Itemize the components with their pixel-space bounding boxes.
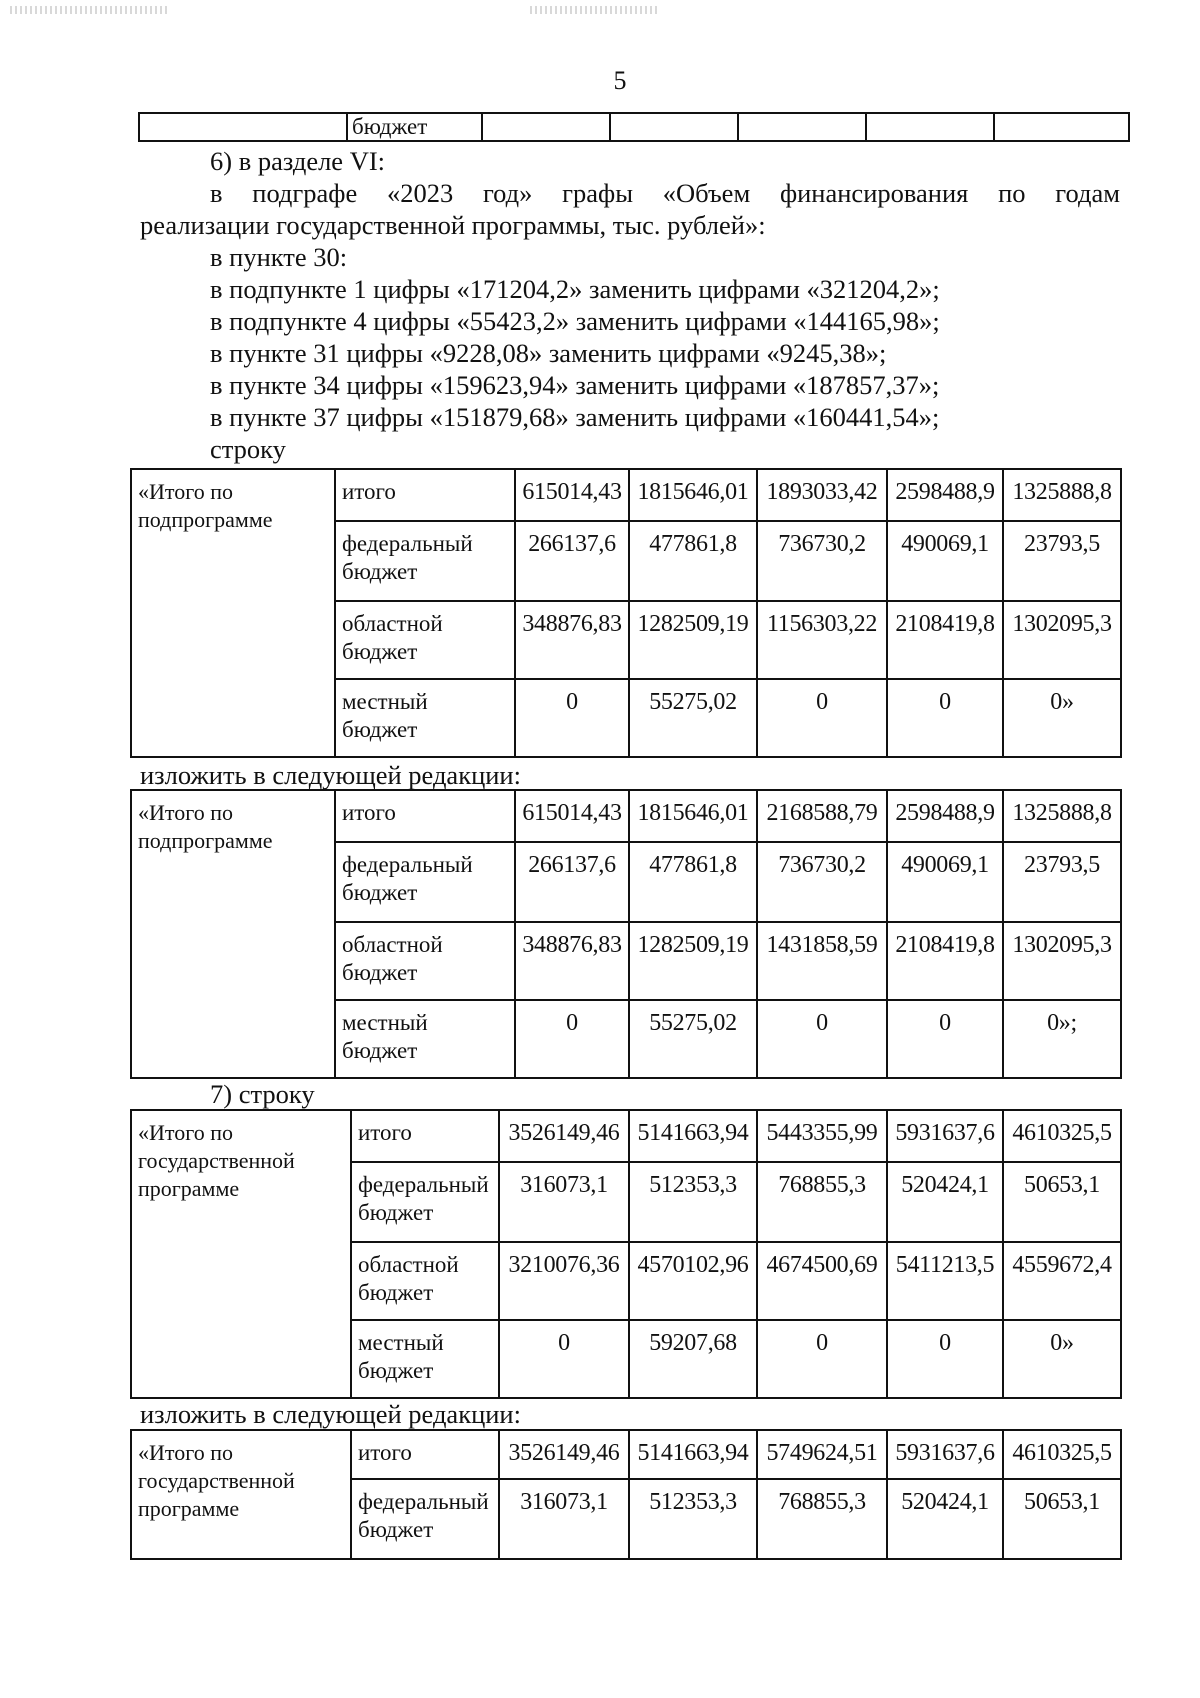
table-cell: 0» xyxy=(1003,1320,1121,1398)
top-table-fragment xyxy=(138,112,1130,142)
table-cell xyxy=(139,113,347,141)
table-cell: 316073,1 xyxy=(499,1479,629,1559)
row-type: федеральный бюджет xyxy=(351,1162,499,1242)
item-34: в пункте 34 цифры «159623,94» заменить цифрами «187857,37»; xyxy=(210,370,940,400)
row-type: федеральный бюджет xyxy=(335,521,515,601)
table-cell: 0 xyxy=(887,679,1003,757)
table-cell: 1302095,3 xyxy=(1003,922,1121,1000)
table-cell: 768855,3 xyxy=(757,1162,887,1242)
row-type: областной бюджет xyxy=(335,922,515,1000)
table-cell: 348876,83 xyxy=(515,601,629,679)
table-cell: 0 xyxy=(515,1000,629,1078)
subitem-4: в подпункте 4 цифры «55423,2» заменить цифрами «144165,98»; xyxy=(210,306,940,336)
table-cell: 1282509,19 xyxy=(629,601,757,679)
table-cell: 266137,6 xyxy=(515,521,629,601)
table-caption: «Итого по государственной программе xyxy=(131,1110,351,1398)
table-cell: 0 xyxy=(757,1320,887,1398)
table-cell: 2168588,79 xyxy=(757,790,887,842)
row-type: федеральный бюджет xyxy=(351,1479,499,1559)
table-cell: 477861,8 xyxy=(629,521,757,601)
table-cell: 4610325,5 xyxy=(1003,1430,1121,1479)
row-type: итого xyxy=(335,790,515,842)
section-7-heading: 7) строку xyxy=(210,1079,315,1109)
table-cell: 0» xyxy=(1003,679,1121,757)
table-cell: 1815646,01 xyxy=(629,790,757,842)
row-word: строку xyxy=(210,434,286,464)
table-cell: 512353,3 xyxy=(629,1162,757,1242)
table-cell: 4570102,96 xyxy=(629,1242,757,1320)
row-type: итого xyxy=(351,1110,499,1162)
table-cell: 490069,1 xyxy=(887,521,1003,601)
table-cell: 512353,3 xyxy=(629,1479,757,1559)
row-type: областной бюджет xyxy=(335,601,515,679)
table-cell: 477861,8 xyxy=(629,842,757,922)
item-31: в пункте 31 цифры «9228,08» заменить цифрами «9245,38»; xyxy=(210,338,887,368)
table-cell: 2598488,9 xyxy=(887,469,1003,521)
subprogram-table-new xyxy=(130,789,1122,1079)
row-type: федеральный бюджет xyxy=(335,842,515,922)
table-cell: 2108419,8 xyxy=(887,922,1003,1000)
table-cell xyxy=(866,113,994,141)
table-cell: 0 xyxy=(887,1320,1003,1398)
subgraph-line-2: реализации государственной программы, тыс. рублей»: xyxy=(140,210,766,240)
table-row xyxy=(131,790,1121,842)
table-cell: 520424,1 xyxy=(887,1162,1003,1242)
table-cell: 2108419,8 xyxy=(887,601,1003,679)
table-cell: 59207,68 xyxy=(629,1320,757,1398)
table-cell: 0 xyxy=(515,679,629,757)
table-cell xyxy=(610,113,738,141)
table-cell: 50653,1 xyxy=(1003,1479,1121,1559)
table-cell: 316073,1 xyxy=(499,1162,629,1242)
row-type: областной бюджет xyxy=(351,1242,499,1320)
subprogram-table-old xyxy=(130,468,1122,758)
table-cell: 1893033,42 xyxy=(757,469,887,521)
table-cell: 3210076,36 xyxy=(499,1242,629,1320)
row-type: итого xyxy=(351,1430,499,1479)
new-edition-text: изложить в следующей редакции: xyxy=(140,760,521,790)
table-cell: 348876,83 xyxy=(515,922,629,1000)
table-row xyxy=(131,1110,1121,1162)
table-cell: 1156303,22 xyxy=(757,601,887,679)
table-cell: 1282509,19 xyxy=(629,922,757,1000)
table-cell xyxy=(738,113,866,141)
table-cell: 4674500,69 xyxy=(757,1242,887,1320)
program-table-new xyxy=(130,1429,1122,1560)
section-6-heading: 6) в разделе VI: xyxy=(210,146,386,176)
table-cell: 4559672,4 xyxy=(1003,1242,1121,1320)
table-cell: 0 xyxy=(499,1320,629,1398)
table-cell: 615014,43 xyxy=(515,469,629,521)
table-cell: 5931637,6 xyxy=(887,1110,1003,1162)
table-cell: 266137,6 xyxy=(515,842,629,922)
table-cell: 55275,02 xyxy=(629,1000,757,1078)
table-cell: 1815646,01 xyxy=(629,469,757,521)
table-cell: бюджет xyxy=(347,113,482,141)
table-cell: 5411213,5 xyxy=(887,1242,1003,1320)
table-row xyxy=(131,469,1121,521)
table-cell: 1302095,3 xyxy=(1003,601,1121,679)
table-cell: 0 xyxy=(757,1000,887,1078)
subgraph-line-1: в подграфе «2023 год» графы «Объем финансирования по годам xyxy=(210,178,1120,208)
item-30: в пункте 30: xyxy=(210,242,348,272)
table-caption: «Итого по подпрограмме xyxy=(131,469,335,757)
table-cell: 1431858,59 xyxy=(757,922,887,1000)
scan-artifact xyxy=(10,6,170,14)
table-cell: 4610325,5 xyxy=(1003,1110,1121,1162)
table-cell: 5141663,94 xyxy=(629,1110,757,1162)
table-cell: 2598488,9 xyxy=(887,790,1003,842)
table-row xyxy=(131,1430,1121,1479)
table-cell: 1325888,8 xyxy=(1003,469,1121,521)
table-cell: 768855,3 xyxy=(757,1479,887,1559)
table-cell: 5443355,99 xyxy=(757,1110,887,1162)
table-cell: 5141663,94 xyxy=(629,1430,757,1479)
table-cell: 490069,1 xyxy=(887,842,1003,922)
table-cell: 3526149,46 xyxy=(499,1430,629,1479)
page-number: 5 xyxy=(613,66,627,95)
table-cell: 0 xyxy=(887,1000,1003,1078)
table-cell xyxy=(482,113,610,141)
program-table-old xyxy=(130,1109,1122,1399)
subitem-1: в подпункте 1 цифры «171204,2» заменить цифрами «321204,2»; xyxy=(210,274,940,304)
table-caption: «Итого по государственной программе xyxy=(131,1430,351,1559)
row-type: местный бюджет xyxy=(335,1000,515,1078)
table-cell: 23793,5 xyxy=(1003,521,1121,601)
table-cell: 0 xyxy=(757,679,887,757)
table-cell: 3526149,46 xyxy=(499,1110,629,1162)
table-cell xyxy=(994,113,1129,141)
table-cell: 615014,43 xyxy=(515,790,629,842)
subgraph-paragraph xyxy=(140,177,1120,241)
table-cell: 5931637,6 xyxy=(887,1430,1003,1479)
row-type: местный бюджет xyxy=(351,1320,499,1398)
table-cell: 23793,5 xyxy=(1003,842,1121,922)
table-cell: 520424,1 xyxy=(887,1479,1003,1559)
table-cell: 0»; xyxy=(1003,1000,1121,1078)
table-cell: 55275,02 xyxy=(629,679,757,757)
table-cell: 50653,1 xyxy=(1003,1162,1121,1242)
scan-artifact xyxy=(530,6,660,14)
table-cell: 736730,2 xyxy=(757,842,887,922)
row-type: местный бюджет xyxy=(335,679,515,757)
new-edition-text: изложить в следующей редакции: xyxy=(140,1399,521,1429)
table-cell: 5749624,51 xyxy=(757,1430,887,1479)
row-type: итого xyxy=(335,469,515,521)
table-cell: 1325888,8 xyxy=(1003,790,1121,842)
table-caption: «Итого по подпрограмме xyxy=(131,790,335,1078)
item-37: в пункте 37 цифры «151879,68» заменить цифрами «160441,54»; xyxy=(210,402,940,432)
table-cell: 736730,2 xyxy=(757,521,887,601)
